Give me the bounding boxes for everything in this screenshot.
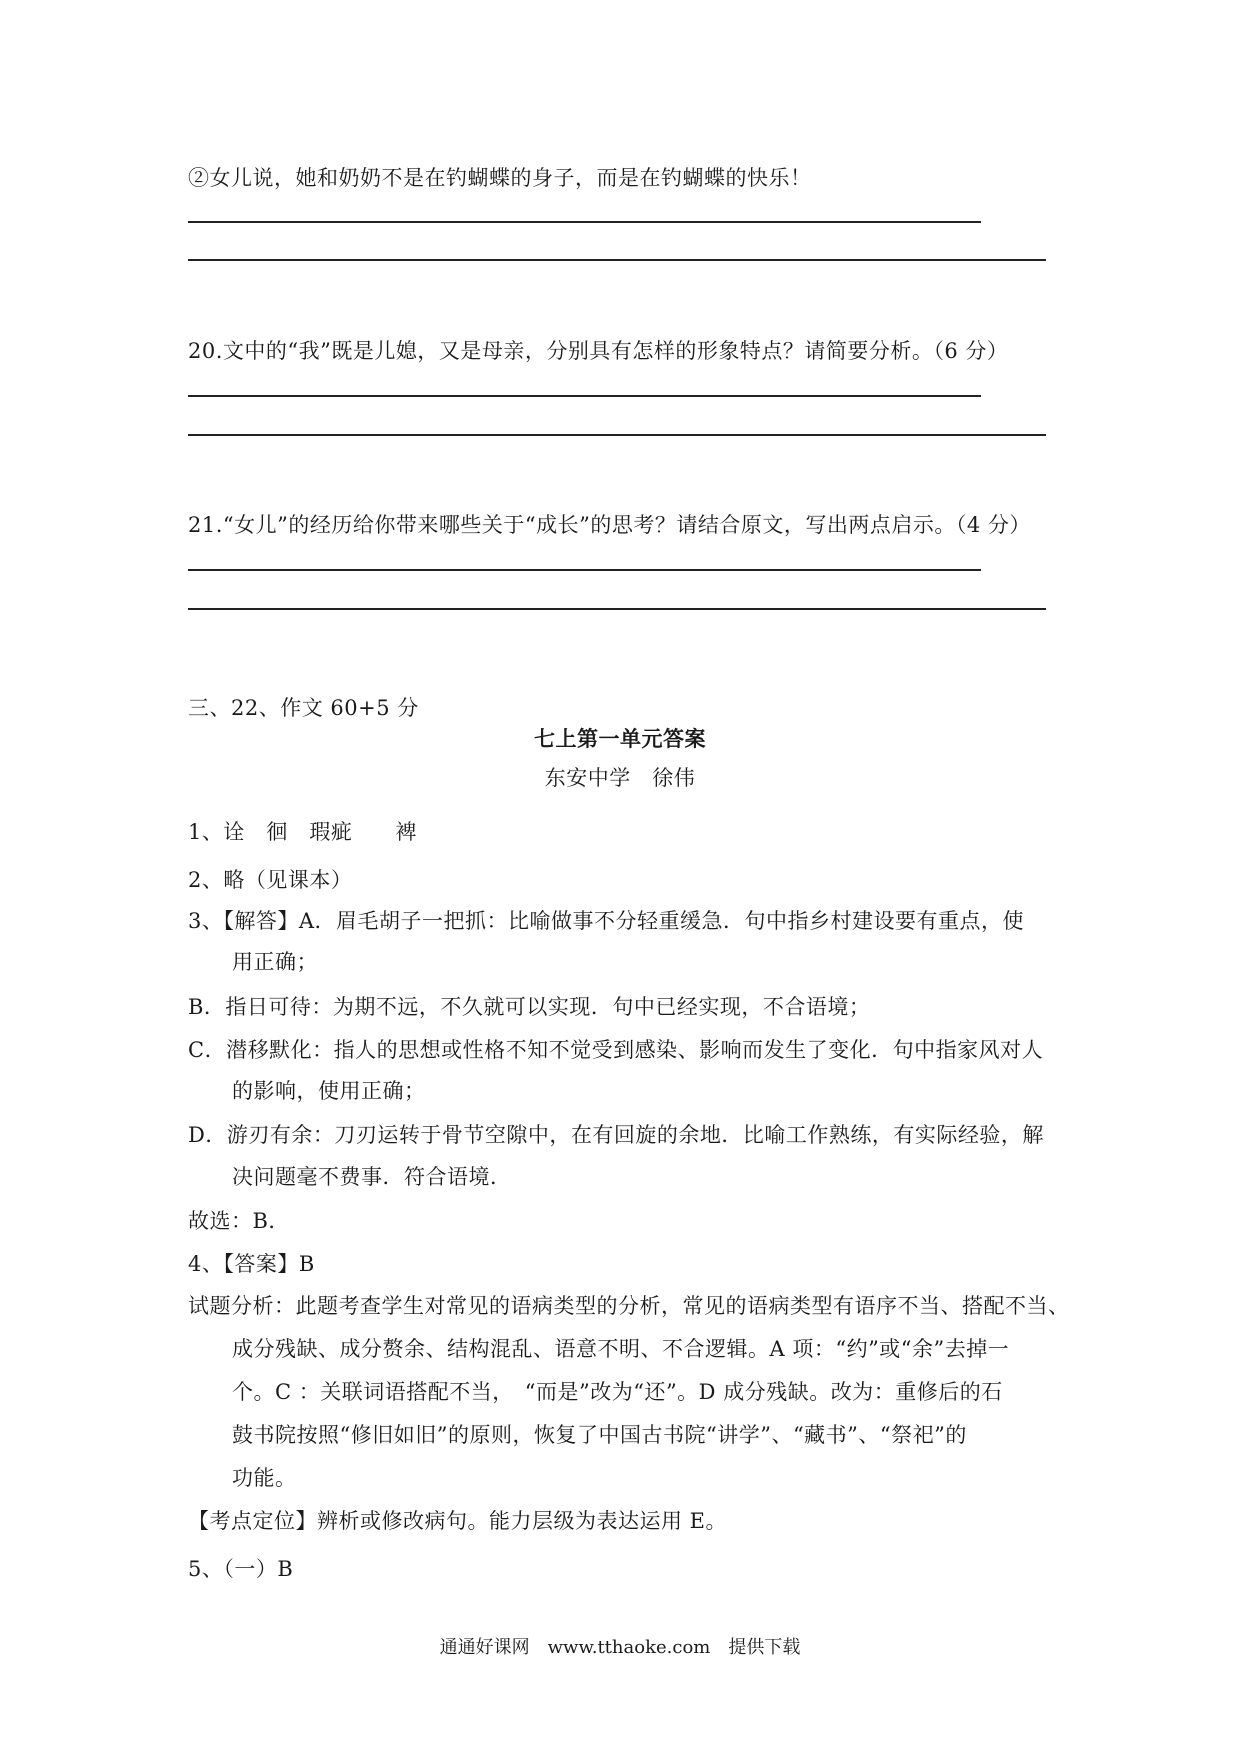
answer-line	[188, 395, 981, 397]
answer-line	[188, 434, 1046, 436]
answer-3-option-c-line-1: C．潜移默化：指人的思想或性格不知不觉受到感染、影响而发生了变化．句中指家风对人	[188, 1038, 1044, 1062]
answer-4-point: 【考点定位】辨析或修改病句。能力层级为表达运用 E。	[188, 1509, 728, 1533]
answer-1: 1、诠 徊 瑕疵 裨	[188, 820, 417, 844]
answer-3-line-2: 用正确；	[232, 950, 318, 974]
page-footer: 通通好课网 www.tthaoke.com 提供下载	[439, 1637, 801, 1658]
answer-4-analysis-line-5: 功能。	[232, 1466, 297, 1490]
answer-line	[188, 259, 1046, 261]
question-19-item-2: ②女儿说，她和奶奶不是在钓蝴蝶的身子，而是在钓蝴蝶的快乐！	[188, 166, 812, 190]
answer-3-option-d-line-2: 决问题毫不费事．符合语境．	[232, 1165, 512, 1189]
answer-line	[188, 221, 981, 223]
answer-4-analysis-line-4: 鼓书院按照“修旧如旧”的原则，恢复了中国古书院“讲学”、“藏书”、“祭祀”的	[232, 1423, 967, 1447]
question-21: 21.“女儿”的经历给你带来哪些关于“成长”的思考？请结合原文，写出两点启示。（4 分）	[188, 513, 1031, 537]
question-20: 20.文中的“我”既是儿媳，又是母亲，分别具有怎样的形象特点？请简要分析。（6 分）	[188, 339, 1009, 363]
section-three-essay: 三、22、作文 60+5 分	[188, 696, 419, 720]
answer-2: 2、略（见课本）	[188, 868, 353, 892]
answer-3-choice: 故选：B．	[188, 1209, 290, 1233]
answer-3-line-1: 3、【解答】A．眉毛胡子一把抓：比喻做事不分轻重缓急．句中指乡村建设要有重点，使	[188, 909, 1025, 933]
answer-4-analysis-line-1: 试题分析：此题考查学生对常见的语病类型的分析，常见的语病类型有语序不当、搭配不当、	[188, 1294, 1070, 1318]
answer-key-author: 东安中学 徐伟	[544, 766, 696, 790]
answer-line	[188, 569, 981, 571]
answer-3-option-c-line-2: 的影响，使用正确；	[232, 1079, 426, 1103]
answer-key-title: 七上第一单元答案	[534, 726, 706, 751]
answer-4-analysis-line-2: 成分残缺、成分赘余、结构混乱、语意不明、不合逻辑。A 项：“约”或“余”去掉一	[232, 1337, 1010, 1361]
answer-4-analysis-line-3: 个。C ：关联词语搭配不当， “而是”改为“还”。D 成分残缺。改为：重修后的石	[232, 1380, 1003, 1404]
answer-3-option-d-line-1: D．游刃有余：刀刃运转于骨节空隙中，在有回旋的余地．比喻工作熟练，有实际经验，解	[188, 1123, 1044, 1147]
answer-4: 4、【答案】B	[188, 1252, 315, 1276]
answer-3-option-b: B．指日可待：为期不远，不久就可以实现．句中已经实现，不合语境；	[188, 995, 871, 1019]
answer-5: 5、（一）B	[188, 1557, 294, 1581]
answer-line	[188, 608, 1046, 610]
